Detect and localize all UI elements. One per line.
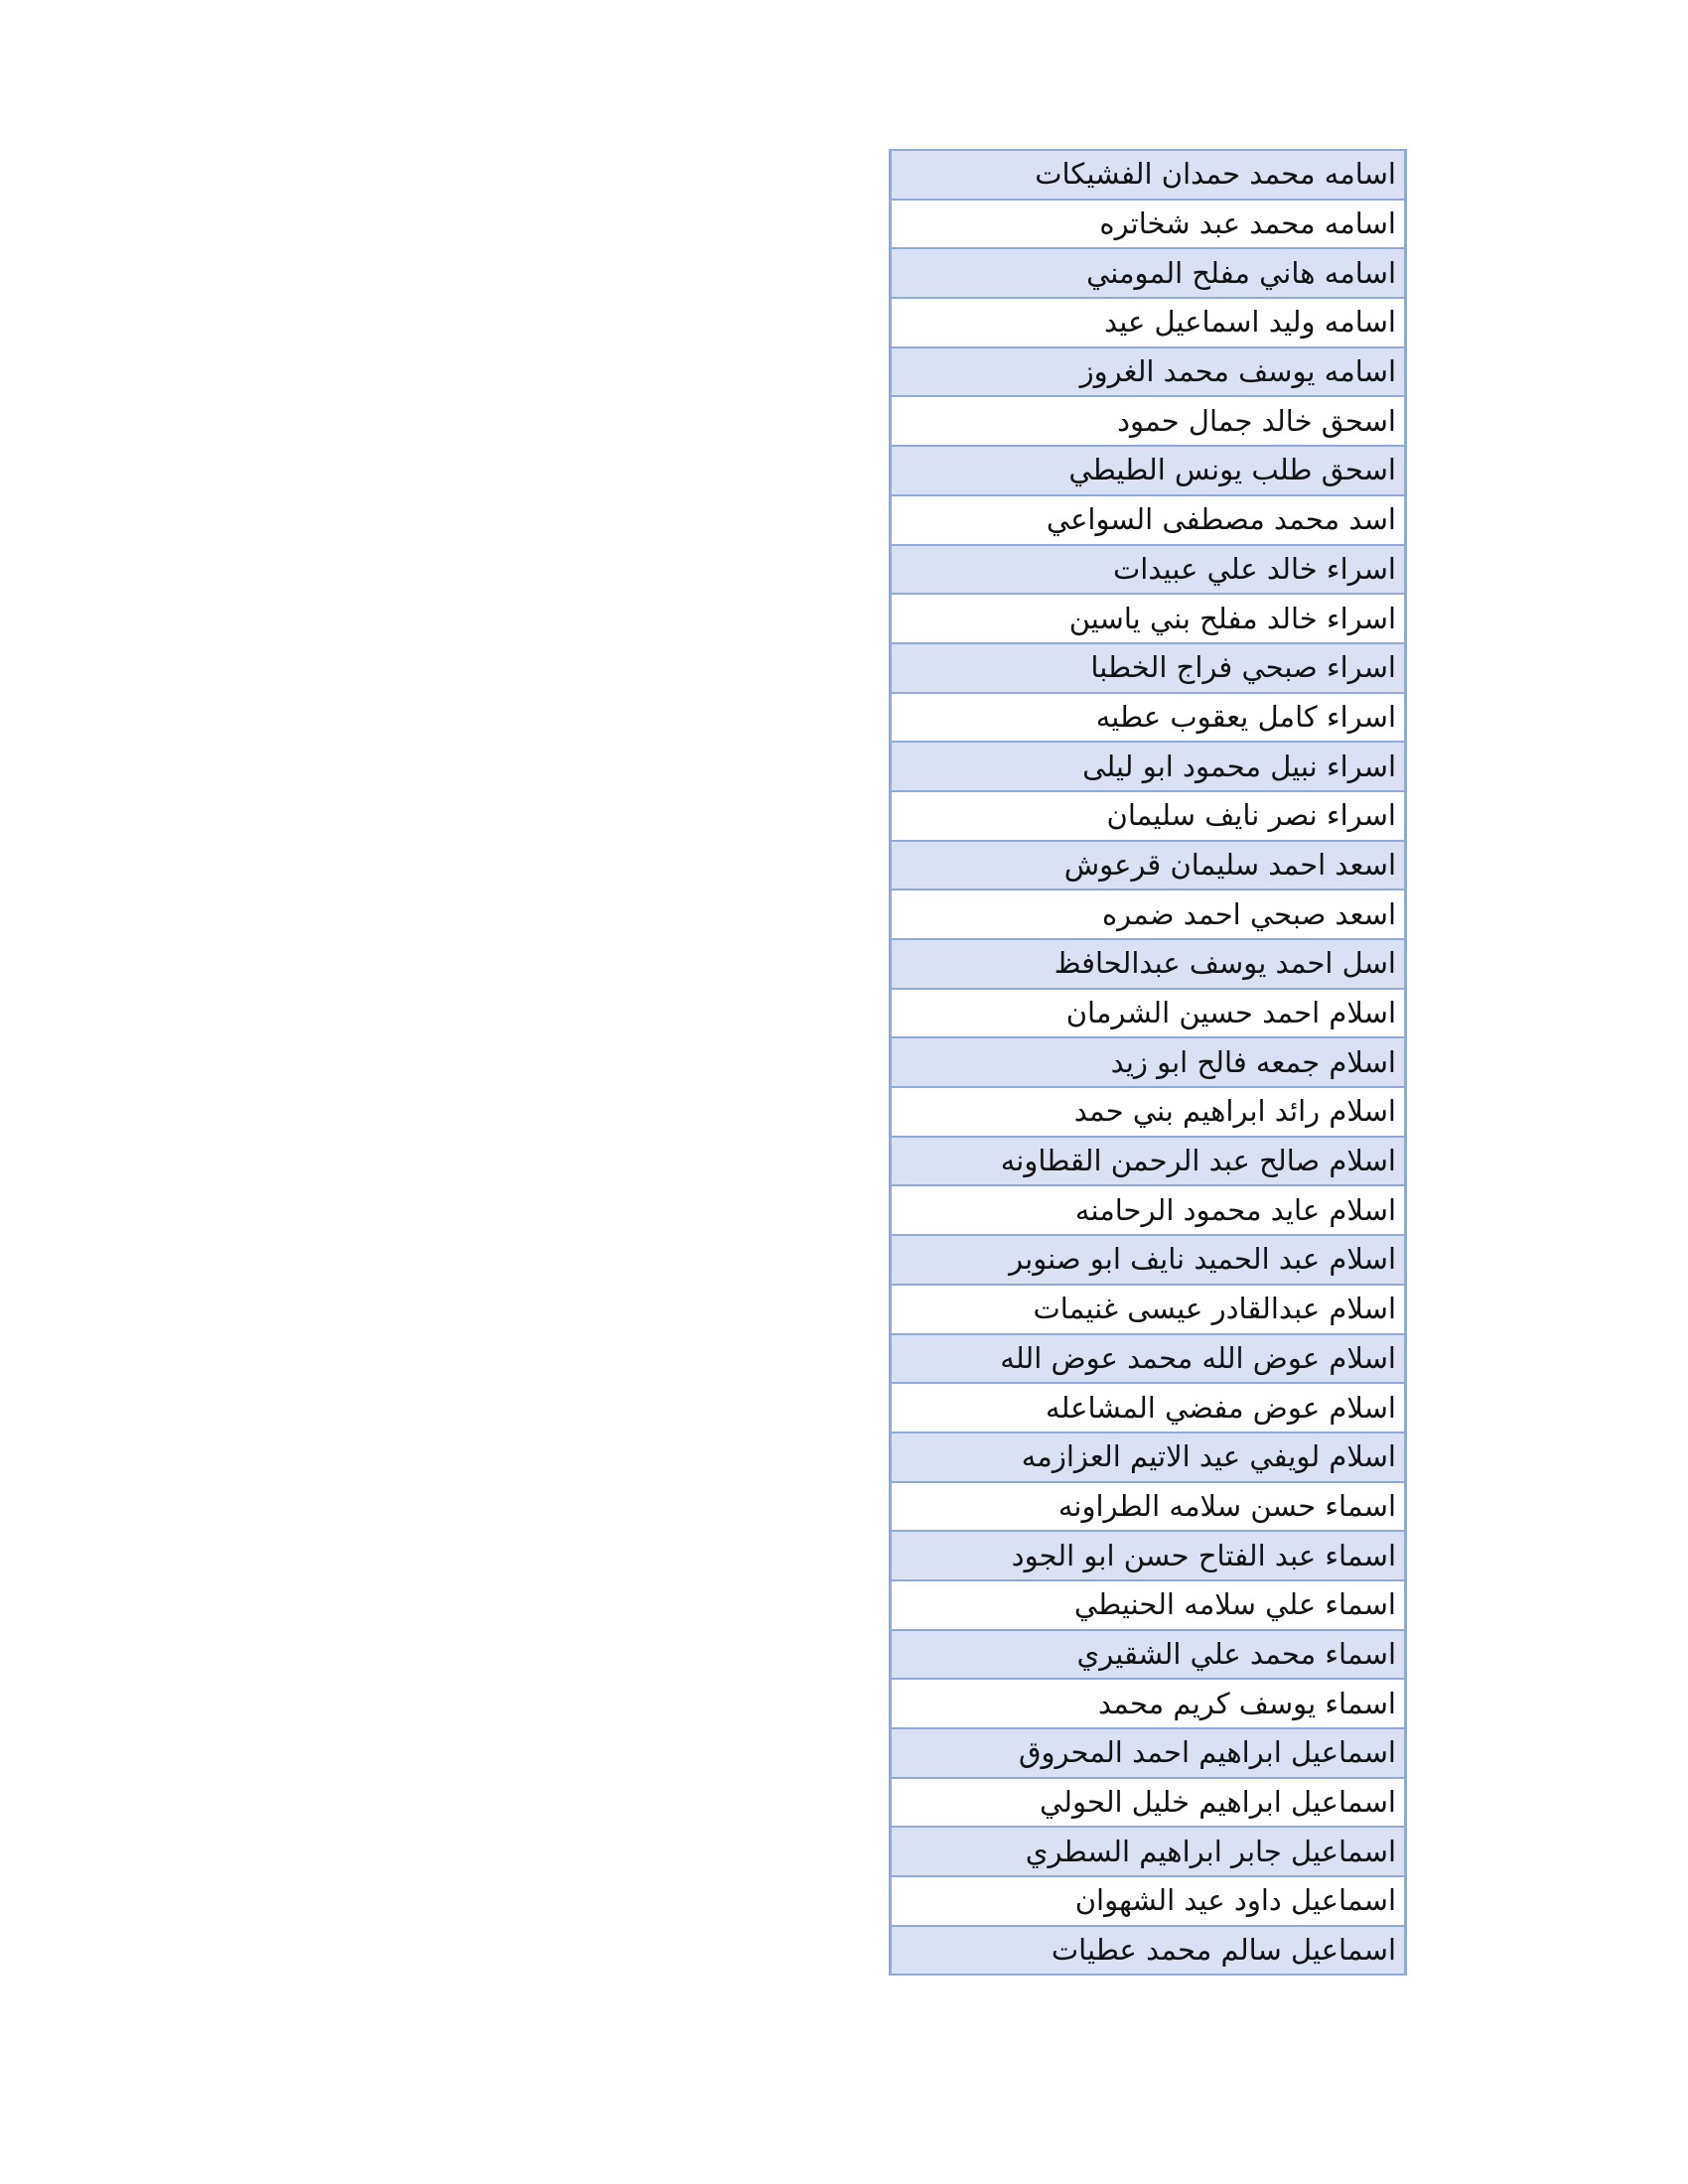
table-row bbox=[891, 1827, 1406, 1876]
name-cell: اسماعيل ابراهيم خليل الحولي bbox=[891, 1778, 1406, 1828]
name-cell: اسلام عايد محمود الرحامنه bbox=[891, 1185, 1406, 1235]
name-cell: اسماء علي سلامه الحنيطي bbox=[891, 1580, 1406, 1630]
name-cell: اسامه هاني مفلح المومني bbox=[891, 248, 1406, 298]
table-row bbox=[891, 1778, 1406, 1828]
table-row bbox=[891, 1728, 1406, 1778]
name-cell: اسلام رائد ابراهيم بني حمد bbox=[891, 1087, 1406, 1137]
table-row bbox=[891, 1433, 1406, 1482]
name-cell: اسامه يوسف محمد الغروز bbox=[891, 347, 1406, 397]
name-cell: اسماعيل ابراهيم احمد المحروق bbox=[891, 1728, 1406, 1778]
name-cell: اسلام احمد حسين الشرمان bbox=[891, 989, 1406, 1038]
name-cell: اسلام عوض مفضي المشاعله bbox=[891, 1383, 1406, 1433]
table-row bbox=[891, 1334, 1406, 1384]
table-row bbox=[891, 1876, 1406, 1926]
table-row bbox=[891, 791, 1406, 841]
table-row bbox=[891, 742, 1406, 791]
name-cell: اسراء كامل يعقوب عطيه bbox=[891, 693, 1406, 743]
name-cell: اسراء خالد مفلح بني ياسين bbox=[891, 594, 1406, 643]
name-cell: اسماء يوسف كريم محمد bbox=[891, 1679, 1406, 1728]
name-cell: اسامه محمد عبد شخاتره bbox=[891, 200, 1406, 249]
table-row bbox=[891, 1137, 1406, 1186]
table-row bbox=[891, 248, 1406, 298]
name-cell: اسماعيل سالم محمد عطيات bbox=[891, 1926, 1406, 1976]
name-cell: اسعد صبحي احمد ضمره bbox=[891, 889, 1406, 939]
table-row bbox=[891, 989, 1406, 1038]
table-row bbox=[891, 889, 1406, 939]
table-row bbox=[891, 594, 1406, 643]
name-cell: اسحق طلب يونس الطيطي bbox=[891, 446, 1406, 495]
name-cell: اسلام عوض الله محمد عوض الله bbox=[891, 1334, 1406, 1384]
table-row bbox=[891, 1087, 1406, 1137]
table-row bbox=[891, 1531, 1406, 1580]
name-cell: اسلام عبد الحميد نايف ابو صنوبر bbox=[891, 1235, 1406, 1285]
name-cell: اسامه وليد اسماعيل عيد bbox=[891, 298, 1406, 347]
name-cell: اسماء محمد علي الشقيري bbox=[891, 1630, 1406, 1680]
table-row bbox=[891, 1630, 1406, 1680]
table-row bbox=[891, 841, 1406, 890]
table-row bbox=[891, 1482, 1406, 1532]
name-cell: اسراء نصر نايف سليمان bbox=[891, 791, 1406, 841]
table-row bbox=[891, 1679, 1406, 1728]
table-row bbox=[891, 347, 1406, 397]
table-row bbox=[891, 1383, 1406, 1433]
table-row bbox=[891, 1037, 1406, 1087]
table-row bbox=[891, 693, 1406, 743]
table-row bbox=[891, 1235, 1406, 1285]
name-cell: اسماعيل جابر ابراهيم السطري bbox=[891, 1827, 1406, 1876]
name-cell: اسلام عبدالقادر عيسى غنيمات bbox=[891, 1285, 1406, 1334]
name-cell: اسحق خالد جمال حمود bbox=[891, 396, 1406, 446]
name-cell: اسماعيل داود عيد الشهوان bbox=[891, 1876, 1406, 1926]
name-cell: اسماء عبد الفتاح حسن ابو الجود bbox=[891, 1531, 1406, 1580]
name-cell: اسل احمد يوسف عبدالحافظ bbox=[891, 939, 1406, 989]
table-row bbox=[891, 545, 1406, 595]
table-row bbox=[891, 446, 1406, 495]
table-row bbox=[891, 298, 1406, 347]
names-table bbox=[889, 149, 1407, 1976]
table-row bbox=[891, 150, 1406, 200]
names-table-body bbox=[891, 150, 1406, 1975]
table-row bbox=[891, 1926, 1406, 1976]
name-cell: اسعد احمد سليمان قرعوش bbox=[891, 841, 1406, 890]
table-row bbox=[891, 1580, 1406, 1630]
table-row bbox=[891, 643, 1406, 693]
name-cell: اسراء نبيل محمود ابو ليلى bbox=[891, 742, 1406, 791]
table-row bbox=[891, 1285, 1406, 1334]
table-row bbox=[891, 495, 1406, 545]
table-row bbox=[891, 1185, 1406, 1235]
name-cell: اسامه محمد حمدان الفشيكات bbox=[891, 150, 1406, 200]
name-cell: اسراء صبحي فراج الخطبا bbox=[891, 643, 1406, 693]
name-cell: اسماء حسن سلامه الطراونه bbox=[891, 1482, 1406, 1532]
table-row bbox=[891, 939, 1406, 989]
table-row bbox=[891, 200, 1406, 249]
name-cell: اسراء خالد علي عبيدات bbox=[891, 545, 1406, 595]
name-cell: اسلام جمعه فالح ابو زيد bbox=[891, 1037, 1406, 1087]
name-cell: اسد محمد مصطفى السواعي bbox=[891, 495, 1406, 545]
name-cell: اسلام صالح عبد الرحمن القطاونه bbox=[891, 1137, 1406, 1186]
table-row bbox=[891, 396, 1406, 446]
name-cell: اسلام لويفي عيد الاتيم العزازمه bbox=[891, 1433, 1406, 1482]
